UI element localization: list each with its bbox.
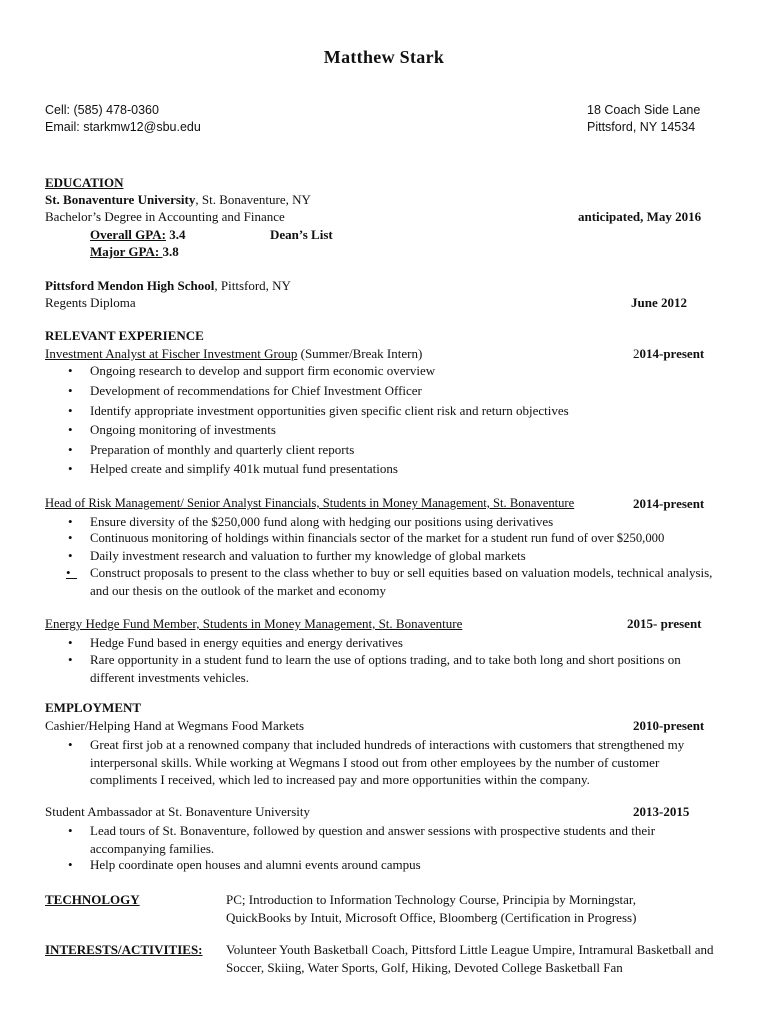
list-item: • Daily investment research and valuation to further my knowledge of global markets [68, 548, 526, 563]
bullet-icon: • [66, 565, 78, 580]
emp2-title: Student Ambassador at St. Bonaventure University [45, 804, 311, 819]
bullet-icon: • [68, 635, 73, 650]
high-school-line [45, 278, 291, 294]
overall-gpa-value: 3.4 [165, 227, 186, 242]
bullet-icon: • [68, 652, 73, 667]
education-heading: EDUCATION [45, 175, 124, 190]
bullet-icon: • [68, 422, 73, 437]
employment-heading: EMPLOYMENT [45, 700, 142, 715]
exp3-title: Energy Hedge Fund Member, Students in Money Management, St. Bonaventure [45, 616, 463, 631]
exp1-date-rest: 014-present [639, 346, 705, 361]
experience-heading: RELEVANT EXPERIENCE [45, 328, 204, 343]
list-item: • Construct proposals to present to the class whether to buy or sell equities based on valuation models, technical analysis, and our thesis on the outlook of the market and economy [66, 565, 713, 598]
contact-address-line1: 18 Coach Side Lane [587, 103, 701, 117]
exp2-date: 2014-present [633, 496, 705, 511]
high-school-name: Pittsford Mendon High School [45, 278, 215, 293]
university-name: St. Bonaventure University [45, 192, 196, 207]
contact-cell: Cell: (585) 478-0360 [45, 103, 159, 117]
bullet-icon: • [68, 363, 73, 378]
emp1-date: 2010-present [633, 718, 705, 733]
degree-date-month: , May 2016 [640, 209, 702, 224]
bullet-icon: • [68, 857, 73, 872]
list-item: • Help coordinate open houses and alumni events around campus [68, 857, 421, 872]
contact-email: Email: starkmw12@sbu.edu [45, 120, 201, 134]
bullet-icon: • [68, 823, 73, 838]
contact-address-line2: Pittsford, NY 14534 [587, 120, 696, 134]
overall-gpa-label: Overall GPA: [90, 227, 166, 242]
bullet-icon: • [68, 461, 73, 476]
list-item: • Rare opportunity in a student fund to learn the use of options trading, and to take both long and short positions on different investments vehicles. [68, 652, 681, 685]
list-item: • Lead tours of St. Bonaventure, followed by question and answer sessions with prospective students and their accompanying families. [68, 823, 656, 856]
bullet-icon: • [68, 737, 73, 752]
list-item: • Preparation of monthly and quarterly client reports [68, 442, 355, 457]
list-item: • Continuous monitoring of holdings within financials sector of the market for a student run fund of over $250,000 [90, 530, 730, 548]
list-item: • Helped create and simplify 401k mutual fund presentations [68, 461, 398, 476]
list-item: • Hedge Fund based in energy equities and energy derivatives [68, 635, 403, 650]
major-gpa-value: 3.8 [162, 244, 179, 259]
degree-date-anticipated: anticipated [578, 209, 641, 224]
exp1-title-line [45, 346, 422, 362]
exp1-title: Investment Analyst at Fischer Investment Group [45, 346, 298, 361]
technology-heading: TECHNOLOGY [45, 892, 140, 907]
bullet-icon: • [68, 531, 73, 545]
overall-gpa [90, 227, 185, 243]
diploma-date: June 2012 [631, 295, 687, 310]
degree: Bachelor’s Degree in Accounting and Finance [45, 209, 285, 224]
bullet-icon: • [68, 514, 73, 529]
exp1-date-num: 2 [633, 346, 640, 361]
high-school-location: , Pittsford, NY [214, 278, 291, 293]
major-gpa [90, 244, 179, 260]
emp1-title: Cashier/Helping Hand at Wegmans Food Markets [45, 718, 305, 733]
major-gpa-label: Major GPA: [90, 244, 163, 259]
resume-name: Matthew Stark [323, 47, 445, 67]
bullet-icon: • [68, 403, 73, 418]
degree-date [578, 209, 701, 225]
exp1-note: (Summer/Break Intern) [297, 346, 423, 361]
interests-text: Volunteer Youth Basketball Coach, Pittsford Little League Umpire, Intramural Basketball and Soccer, Skiing, Water Sports, Golf, Hiking, Devoted College Basketball Fan [226, 942, 714, 975]
university-location: , St. Bonaventure, NY [195, 192, 311, 207]
exp2-title: Head of Risk Management/ Senior Analyst Financials, Students in Money Management, St. Bonaventure [45, 496, 575, 510]
university-line [45, 192, 311, 208]
diploma: Regents Diploma [45, 295, 136, 310]
bullet-icon: • [68, 383, 73, 398]
list-item: • Great first job at a renowned company that included hundreds of interactions with customers that strengthened my interpersonal skills. While working at Wegmans I stood out from other employees by the number of customer compliments I received, which led to increased pay and more opportunities within the company. [68, 737, 685, 787]
list-item: • Ensure diversity of the $250,000 fund along with hedging our positions using derivatives [68, 514, 554, 529]
list-item: • Ongoing monitoring of investments [68, 422, 276, 437]
technology-text: PC; Introduction to Information Technology Course, Principia by Morningstar, QuickBooks by Intuit, Microsoft Office, Bloomberg (Certification in Progress) [226, 892, 637, 925]
list-item: • Development of recommendations for Chief Investment Officer [68, 383, 422, 398]
exp3-date: 2015- present [627, 616, 702, 631]
emp2-date: 2013-2015 [633, 804, 690, 819]
interests-heading: INTERESTS/ACTIVITIES: [45, 942, 203, 957]
bullet-icon: • [68, 442, 73, 457]
list-item: • Ongoing research to develop and support firm economic overview [68, 363, 436, 378]
list-item: • Identify appropriate investment opportunities given specific client risk and return objectives [68, 403, 569, 418]
deans-list: Dean’s List [270, 227, 333, 242]
exp1-date [633, 346, 704, 362]
bullet-icon: • [68, 548, 73, 563]
